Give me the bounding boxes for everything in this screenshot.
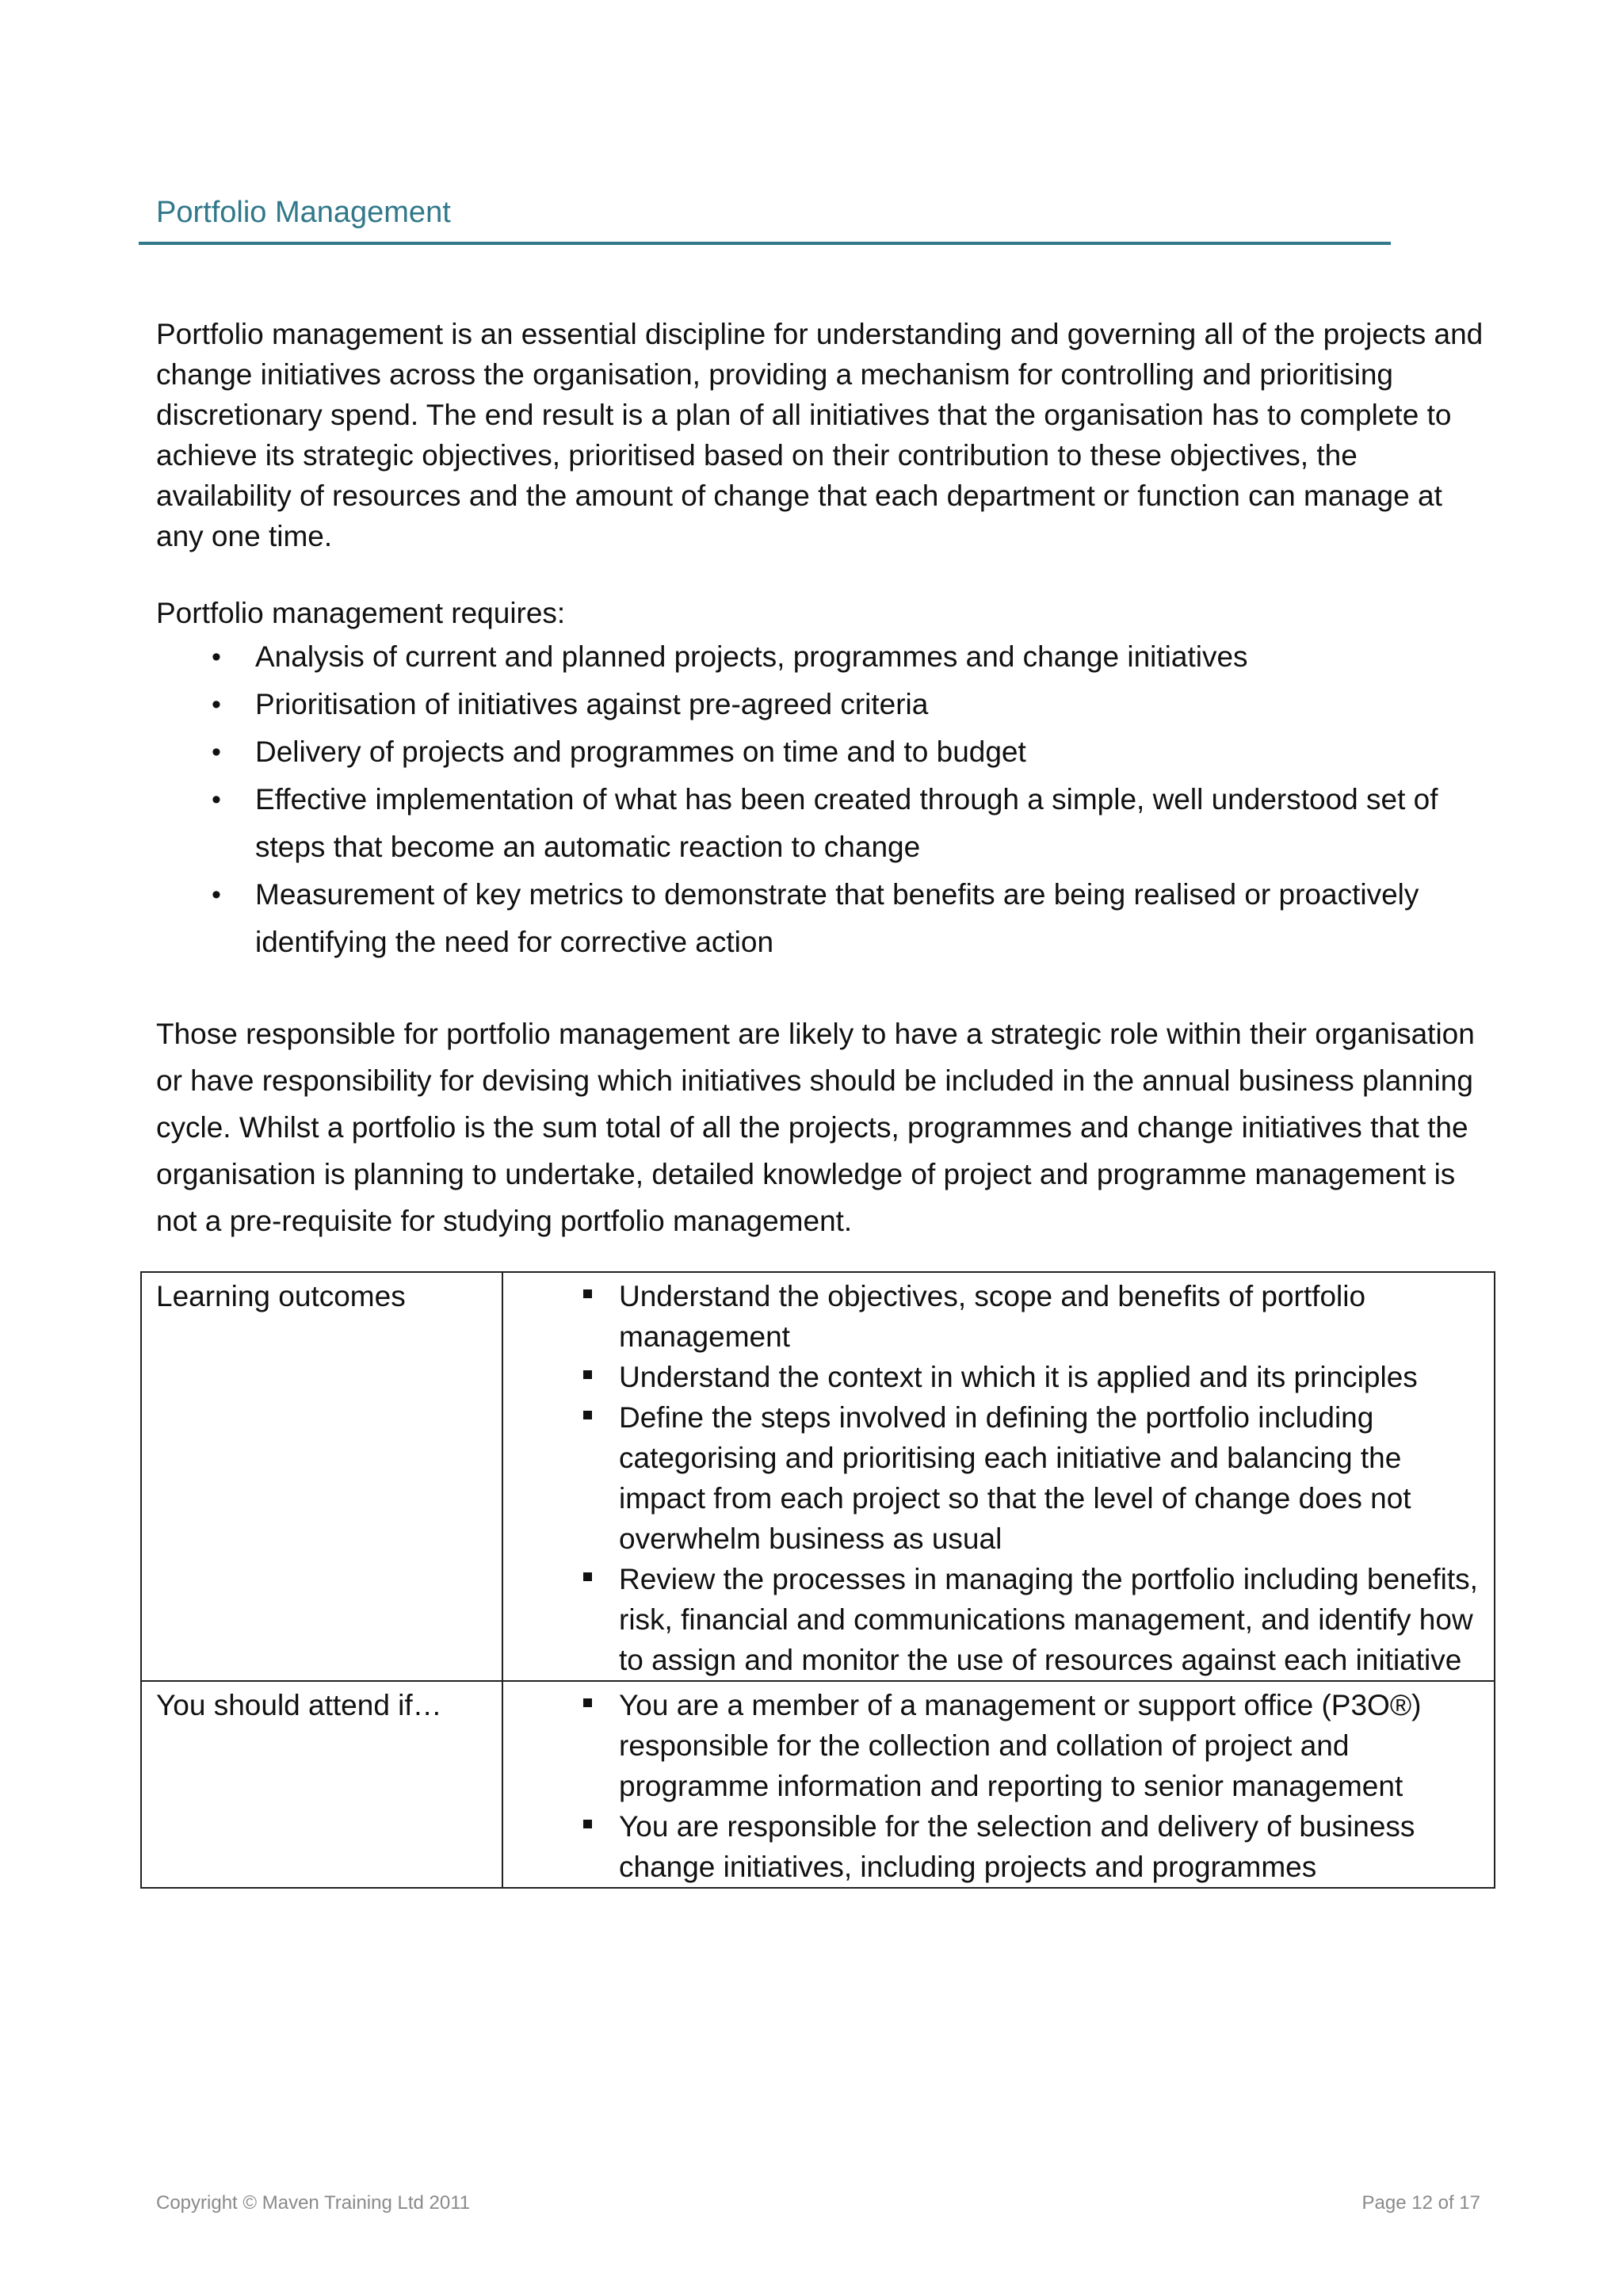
list-item bbox=[156, 871, 1503, 966]
table-row bbox=[141, 1681, 1495, 1888]
list-item-text: Prioritisation of initiatives against pre-agreed criteria bbox=[255, 688, 929, 720]
square-bullet-icon bbox=[583, 1411, 592, 1419]
row-content bbox=[502, 1681, 1495, 1888]
footer-copyright: Copyright © Maven Training Ltd 2011 bbox=[156, 2192, 471, 2214]
list-item bbox=[517, 1357, 1480, 1397]
list-item bbox=[517, 1806, 1480, 1887]
list-item bbox=[156, 633, 1503, 681]
responsible-paragraph: Those responsible for portfolio management are likely to have a strategic role within their organisation or have responsibility for devising which initiatives should be included in the annual business planning cycle. Whilst a portfolio is the sum total of all the projects, programmes and change initiatives that the organisation is planning to undertake, detailed knowledge of project and programme management is not a pre-requisite for studying portfolio management. bbox=[156, 1018, 1475, 1237]
list-item-text: Effective implementation of what has been created through a simple, well understood set of steps that become an automatic reaction to change bbox=[255, 783, 1438, 863]
requires-list bbox=[156, 633, 1503, 966]
list-item bbox=[517, 1559, 1480, 1680]
row-label: Learning outcomes bbox=[141, 1272, 502, 1681]
square-bullet-icon bbox=[583, 1698, 592, 1707]
square-bullet-icon bbox=[583, 1572, 592, 1581]
list-item-text: Measurement of key metrics to demonstrate that benefits are being realised or proactively identifying the need for corrective action bbox=[255, 878, 1419, 958]
bullet-icon: • bbox=[212, 737, 221, 767]
list-item bbox=[517, 1276, 1480, 1357]
square-bullet-icon bbox=[583, 1289, 592, 1298]
list-item bbox=[517, 1685, 1480, 1806]
list-item bbox=[156, 681, 1503, 728]
heading-divider bbox=[139, 242, 1391, 245]
bullet-icon: • bbox=[212, 690, 221, 720]
list-item-text: You are responsible for the selection and delivery of business change initiatives, including projects and programmes bbox=[619, 1810, 1415, 1883]
page-title: Portfolio Management bbox=[156, 196, 451, 229]
footer-page-number: Page 12 of 17 bbox=[1361, 2192, 1480, 2214]
row-content bbox=[502, 1272, 1495, 1681]
table-row bbox=[141, 1272, 1495, 1681]
bullet-icon: • bbox=[212, 785, 221, 815]
list-item-text: Understand the objectives, scope and benefits of portfolio management bbox=[619, 1280, 1366, 1353]
square-bullet-icon bbox=[583, 1370, 592, 1379]
list-item bbox=[156, 776, 1503, 871]
list-item-text: Understand the context in which it is applied and its principles bbox=[619, 1361, 1418, 1393]
outcomes-list bbox=[517, 1276, 1480, 1680]
list-item bbox=[517, 1397, 1480, 1559]
list-item bbox=[156, 728, 1503, 776]
square-bullet-icon bbox=[583, 1820, 592, 1828]
row-label: You should attend if… bbox=[141, 1681, 502, 1888]
intro-paragraph: Portfolio management is an essential discipline for understanding and governing all of the projects and change initiatives across the organisation, providing a mechanism for controlling and prioritising discretionary spend. The end result is a plan of all initiatives that the organisation has to complete to achieve its strategic objectives, prioritised based on their contribution to these objectives, the availability of resources and the amount of change that each department or function can manage at any one time. bbox=[156, 318, 1484, 552]
bullet-icon: • bbox=[212, 880, 221, 910]
requires-lead: Portfolio management requires: bbox=[156, 597, 566, 629]
list-item-text: Analysis of current and planned projects, programmes and change initiatives bbox=[255, 640, 1248, 673]
list-item-text: You are a member of a management or support office (P3O®) responsible for the collection and collation of project and programme information and reporting to senior management bbox=[619, 1689, 1422, 1802]
list-item-text: Review the processes in managing the portfolio including benefits, risk, financial and communications management, and identify how to assign and monitor the use of resources against each initiative bbox=[619, 1563, 1478, 1676]
course-info-table bbox=[140, 1271, 1495, 1889]
list-item-text: Define the steps involved in defining the portfolio including categorising and prioritising each initiative and balancing the impact from each project so that the level of change does not overwhelm business as usual bbox=[619, 1401, 1411, 1555]
list-item-text: Delivery of projects and programmes on time and to budget bbox=[255, 735, 1026, 768]
bullet-icon: • bbox=[212, 642, 221, 672]
attend-list bbox=[517, 1685, 1480, 1887]
